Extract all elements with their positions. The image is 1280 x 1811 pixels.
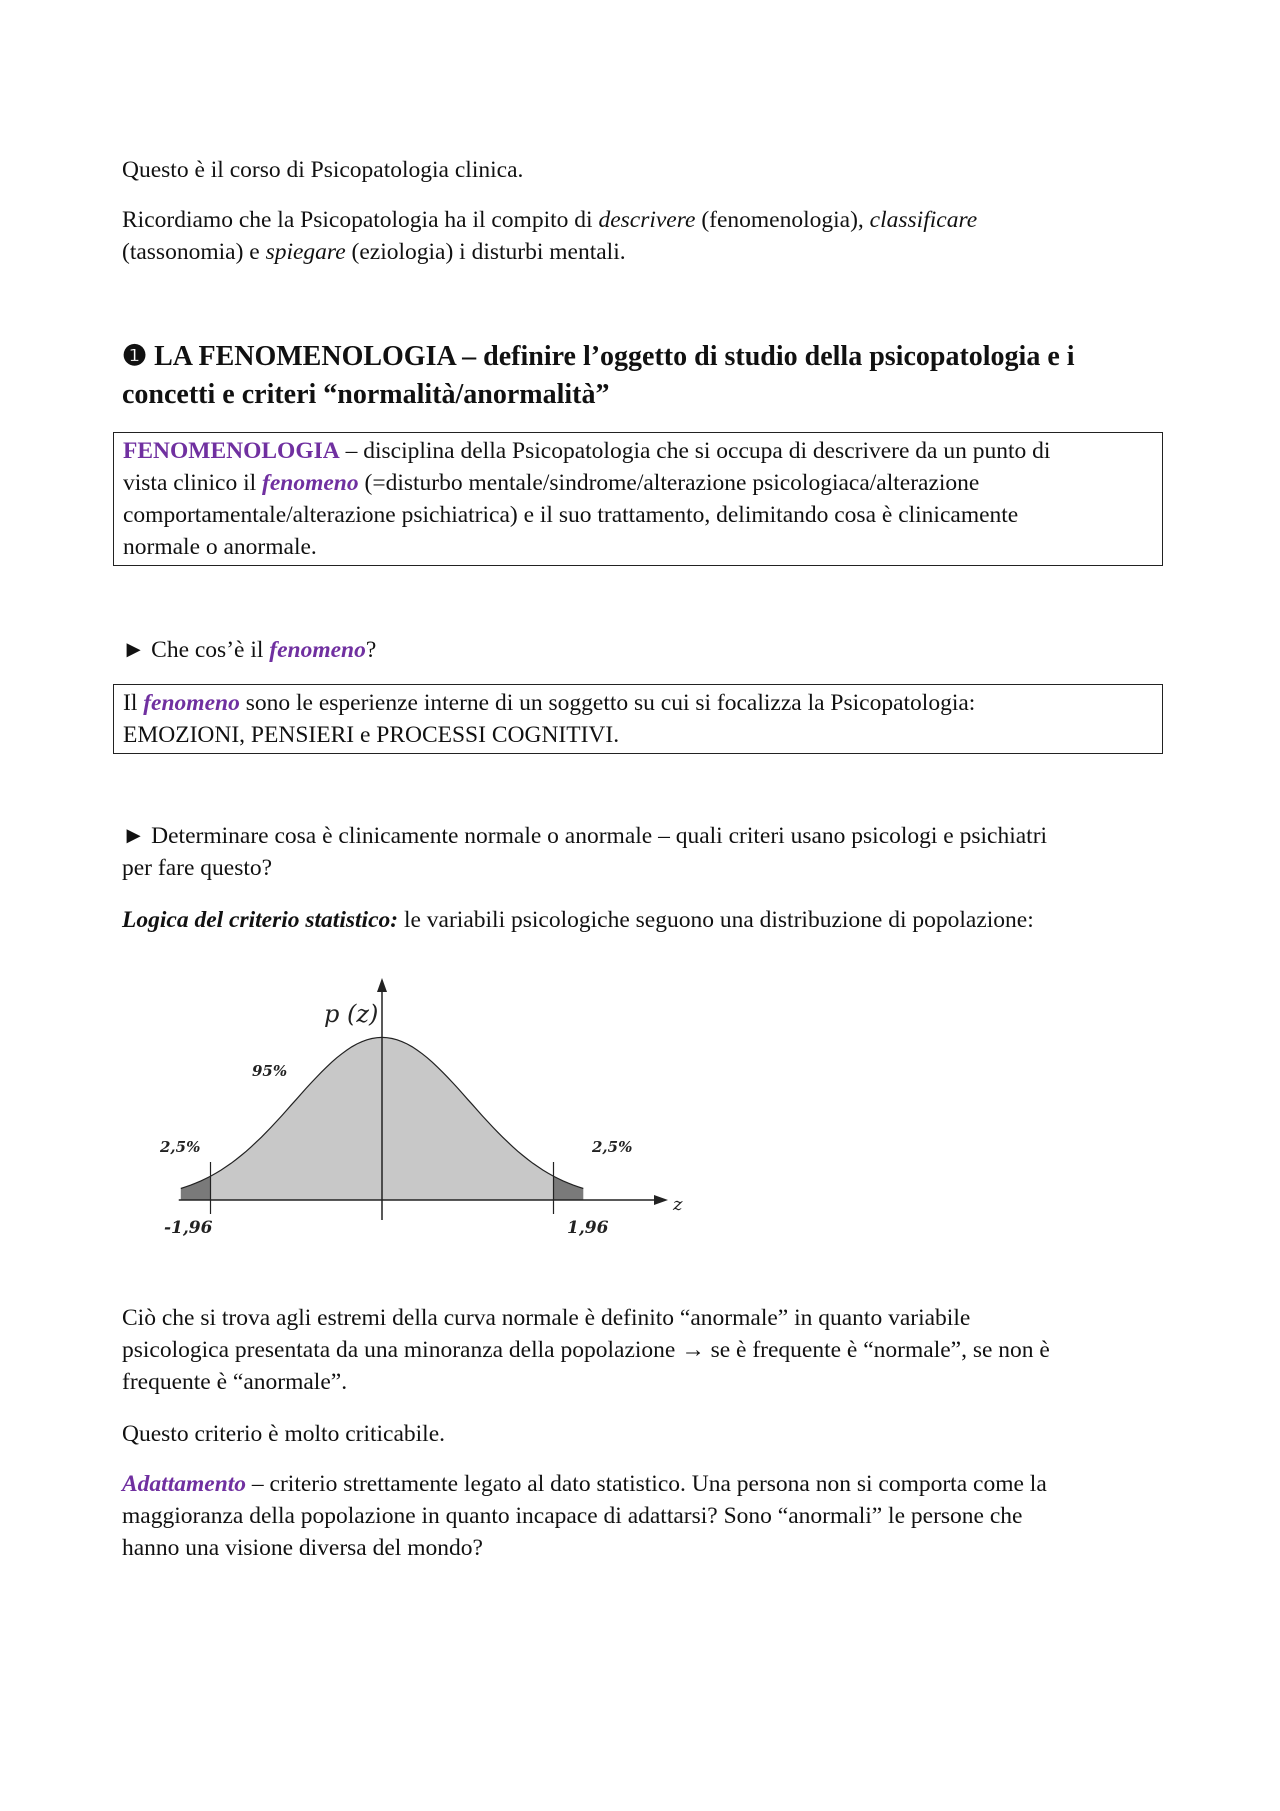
question-fenomeno	[122, 634, 1167, 666]
left-tail-area	[181, 1176, 211, 1200]
box-text: comportamentale/alterazione psichiatrica) e il suo trattamento, delimitando cosa è clinicamente	[123, 502, 1019, 528]
term-classificare: classificare	[869, 207, 978, 233]
definition-box-fenomenologia	[113, 432, 1163, 566]
arrow-bullet-icon: ►	[122, 823, 146, 849]
box-text: (=disturbo mentale/sindrome/alterazione psicologiaca/alterazione	[358, 470, 980, 496]
box-text: Il	[123, 690, 144, 716]
logica-label: Logica del criterio statistico:	[122, 907, 399, 933]
question-text: ?	[365, 637, 377, 663]
paragraph-line: hanno una visione diversa del mondo?	[122, 1535, 483, 1561]
y-axis-label: p (z)	[324, 1000, 379, 1028]
paragraph-line: psicologica presentata da una minoranza della popolazione → se è frequente è “normale”, se non è	[122, 1337, 1050, 1363]
x-axis-arrow-icon	[654, 1195, 668, 1205]
intro-text: Ricordiamo che la Psicopatologia ha il compito di	[122, 207, 599, 233]
numbered-bullet-icon: ❶	[122, 341, 148, 372]
definition-box-fenomeno	[113, 684, 1163, 754]
question-text: Che cos’è il	[145, 637, 270, 663]
paragraph-line: Ciò che si trova agli estremi della curva normale è definito “anormale” in quanto variabile	[122, 1305, 971, 1331]
paragraph-line: maggioranza della popolazione in quanto incapace di adattarsi? Sono “anormali” le persone che	[122, 1503, 1023, 1529]
term-descrivere: descrivere	[598, 207, 696, 233]
tick-label-left: -1,96	[164, 1218, 213, 1238]
box-text: vista clinico il	[123, 470, 263, 496]
annotation-left-tail: 2,5%	[160, 1138, 201, 1156]
intro-line: Questo è il corso di Psicopatologia clinica.	[122, 157, 524, 183]
paragraph-line: frequente è “anormale”.	[122, 1369, 348, 1395]
heading-line-2: concetti e criteri “normalità/anormalità”	[122, 379, 610, 410]
annotation-center: 95%	[252, 1062, 288, 1080]
heading-line-1: LA FENOMENOLOGIA – definire l’oggetto di studio della psicopatologia e i	[147, 341, 1075, 372]
box-text: EMOZIONI, PENSIERI e PROCESSI COGNITIVI.	[123, 722, 620, 748]
normal-distribution-figure	[142, 972, 702, 1252]
section-heading	[122, 338, 1167, 414]
logica-paragraph	[122, 904, 1167, 936]
normal-distribution-chart	[142, 972, 702, 1252]
adattamento-paragraph	[122, 1468, 1167, 1564]
x-axis-label: z	[673, 1194, 683, 1215]
box-text: normale o anormale.	[123, 534, 317, 560]
term-fenomeno: fenomeno	[269, 637, 366, 663]
arrow-bullet-icon: ►	[122, 637, 146, 663]
question-text: per fare questo?	[122, 855, 273, 881]
intro-text: (eziologia) i disturbi mentali.	[345, 239, 626, 265]
box-text: sono le esperienze interne di un soggetto su cui si focalizza la Psicopatologia:	[239, 690, 976, 716]
paragraph-line: – criterio strettamente legato al dato statistico. Una persona non si comporta come la	[246, 1471, 1047, 1497]
term-fenomeno: fenomeno	[143, 690, 240, 716]
term-spiegare: spiegare	[265, 239, 346, 265]
intro-text: (fenomenologia),	[695, 207, 870, 233]
question-criteri	[122, 820, 1167, 884]
box-text: – disciplina della Psicopatologia che si occupa di descrivere da un punto di	[339, 438, 1051, 464]
term-adattamento: Adattamento	[122, 1471, 247, 1497]
intro-paragraph	[122, 204, 1167, 268]
annotation-right-tail: 2,5%	[592, 1138, 633, 1156]
after-paragraph-2: Questo criterio è molto criticabile.	[122, 1421, 446, 1447]
logica-text: le variabili psicologiche seguono una distribuzione di popolazione:	[398, 907, 1034, 933]
question-text: Determinare cosa è clinicamente normale o anormale – quali criteri usano psicologi e psichiatri	[145, 823, 1048, 849]
tick-label-right: 1,96	[567, 1218, 609, 1238]
term-fenomeno: fenomeno	[262, 470, 359, 496]
term-fenomenologia: FENOMENOLOGIA	[123, 438, 340, 464]
right-tail-area	[554, 1176, 584, 1200]
y-axis-arrow-icon	[377, 978, 387, 992]
after-paragraph-1	[122, 1302, 1167, 1398]
intro-text: (tassonomia) e	[122, 239, 266, 265]
